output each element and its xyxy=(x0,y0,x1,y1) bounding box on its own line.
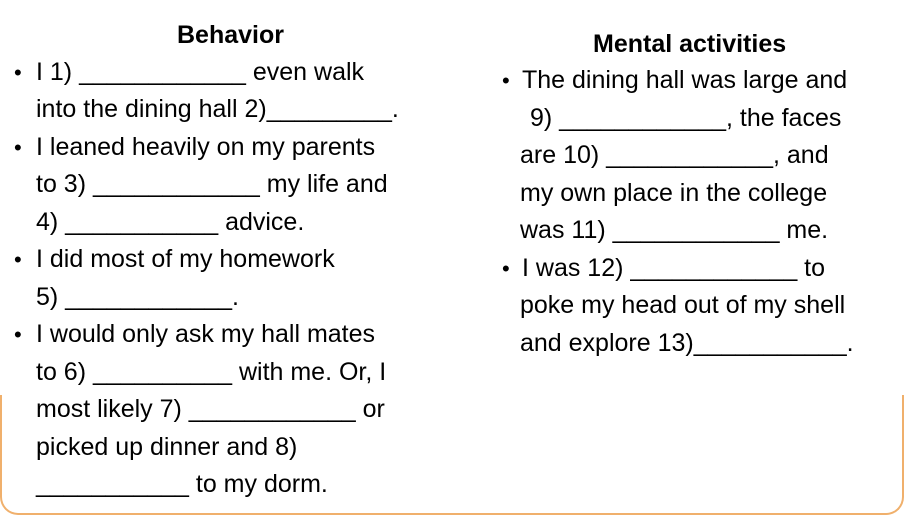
behavior-item-3-line-1: I did most of my homework xyxy=(36,245,335,273)
bullet-2: • xyxy=(14,135,22,160)
behavior-heading: Behavior xyxy=(177,21,284,49)
bullet-5: • xyxy=(502,68,510,93)
behavior-item-3-line-2: 5) ____________. xyxy=(36,283,239,311)
behavior-item-2-line-2: to 3) ____________ my life and xyxy=(36,170,388,198)
bullet-6: • xyxy=(502,256,510,281)
bullet-3: • xyxy=(14,247,22,272)
behavior-item-1-line-1: I 1) ____________ even walk xyxy=(36,58,365,86)
mental-item-2-line-2: poke my head out of my shell xyxy=(520,291,846,319)
behavior-item-4-line-4: picked up dinner and 8) xyxy=(36,433,298,461)
mental-activities-heading: Mental activities xyxy=(593,30,787,58)
mental-item-1-line-2: 9) ____________, the faces xyxy=(530,104,842,132)
bullet-1: • xyxy=(14,60,22,85)
mental-item-1-line-4: my own place in the college xyxy=(520,179,828,207)
mental-item-1-line-5: was 11) ____________ me. xyxy=(520,216,829,244)
mental-item-2-line-3: and explore 13)___________. xyxy=(520,329,854,357)
behavior-item-2-line-3: 4) ___________ advice. xyxy=(36,208,305,236)
bullet-4: • xyxy=(14,322,22,347)
behavior-item-4-line-5: ___________ to my dorm. xyxy=(36,470,328,498)
behavior-item-2-line-1: I leaned heavily on my parents xyxy=(36,133,376,161)
mental-item-1-line-3: are 10) ____________, and xyxy=(520,141,829,169)
behavior-item-1-line-2: into the dining hall 2)_________. xyxy=(36,95,399,123)
behavior-item-4-line-3: most likely 7) ____________ or xyxy=(36,395,385,423)
behavior-item-4-line-2: to 6) __________ with me. Or, I xyxy=(36,358,387,386)
behavior-item-4-line-1: I would only ask my hall mates xyxy=(36,320,376,348)
mental-item-2-line-1: I was 12) ____________ to xyxy=(522,254,826,282)
mental-item-1-line-1: The dining hall was large and xyxy=(522,66,848,94)
